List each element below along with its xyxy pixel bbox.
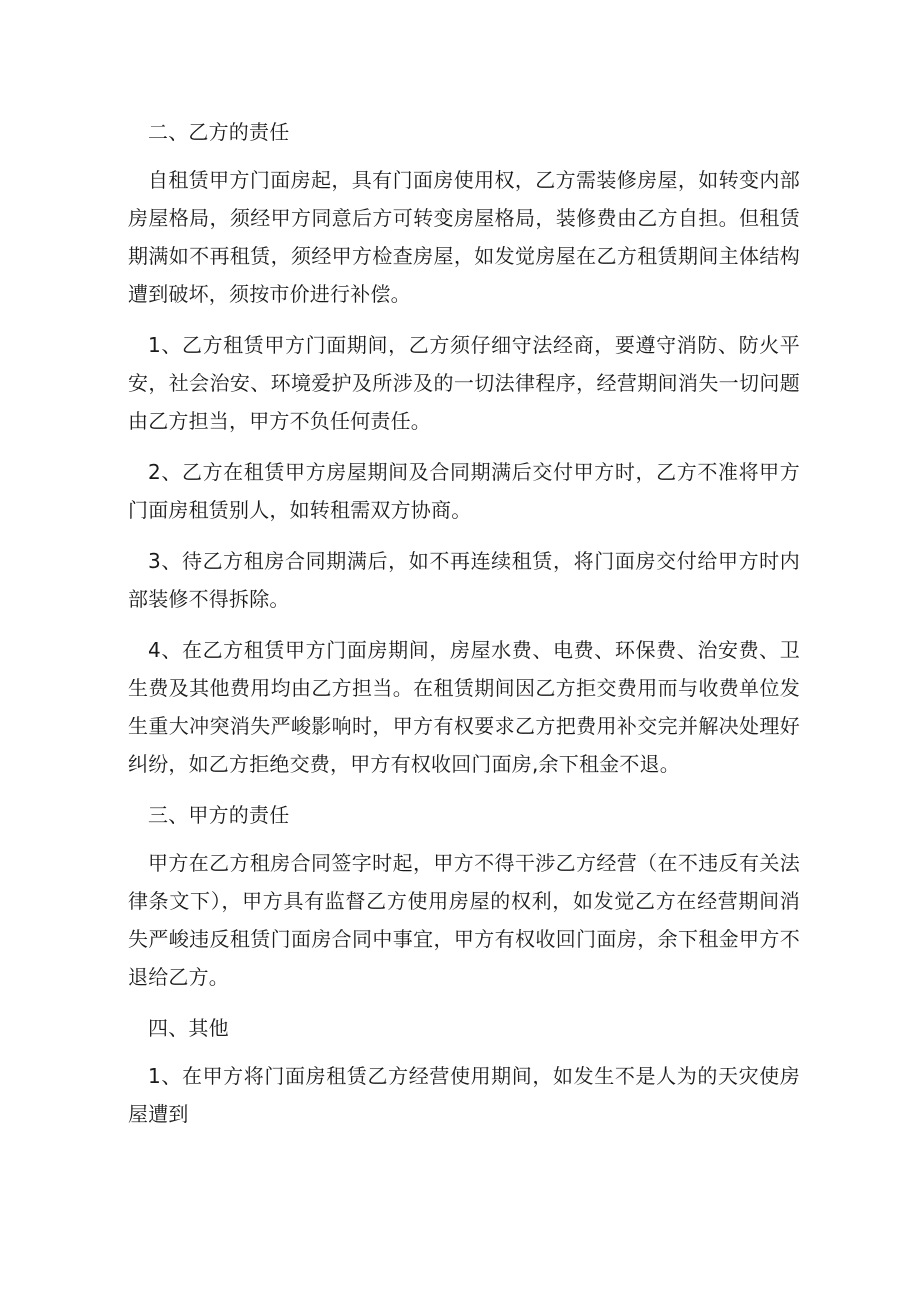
clause-other-1: 1、在甲方将门面房租赁乙方经营使用期间，如发生不是人为的天灾使房屋遭到 — [128, 1064, 800, 1126]
document-body — [128, 113, 800, 1146]
section-heading-party-a-responsibility: 三、甲方的责任 — [148, 803, 290, 827]
paragraph-party-b-intro: 自租赁甲方门面房起，具有门面房使用权，乙方需装修房屋，如转变内部房屋格局，须经甲方同意后方可转变房屋格局，装修费由乙方自担。但租赁期满如不再租赁，须经甲方检查房屋，如发觉房屋在乙方租赁期间主体结构遭到破坏，须按市价进行补偿。 — [128, 168, 800, 306]
clause-party-b-3: 3、待乙方租房合同期满后，如不再连续租赁，将门面房交付给甲方时内部装修不得拆除。 — [128, 549, 800, 611]
clause-party-b-2: 2、乙方在租赁甲方房屋期间及合同期满后交付甲方时，乙方不准将甲方门面房租赁别人，如转租需双方协商。 — [128, 460, 800, 522]
paragraph-party-a-responsibility: 甲方在乙方租房合同签字时起，甲方不得干涉乙方经营（在不违反有关法律条文下），甲方具有监督乙方使用房屋的权利，如发觉乙方在经营期间消失严峻违反租赁门面房合同中事宜，甲方有权收回门面房，余下租金甲方不退给乙方。 — [128, 851, 800, 989]
clause-party-b-1: 1、乙方租赁甲方门面期间，乙方须仔细守法经商，要遵守消防、防火平安，社会治安、环境爱护及所涉及的一切法律程序，经营期间消失一切问题由乙方担当，甲方不负任何责任。 — [128, 333, 800, 433]
section-heading-other: 四、其他 — [148, 1016, 229, 1040]
section-heading-party-b-responsibility: 二、乙方的责任 — [148, 120, 290, 144]
clause-party-b-4: 4、在乙方租赁甲方门面房期间，房屋水费、电费、环保费、治安费、卫生费及其他费用均由乙方担当。在租赁期间因乙方拒交费用而与收费单位发生重大冲突消失严峻影响时，甲方有权要求乙方把费用补交完并解决处理好纠纷，如乙方拒绝交费，甲方有权收回门面房,余下租金不退。 — [128, 638, 800, 776]
